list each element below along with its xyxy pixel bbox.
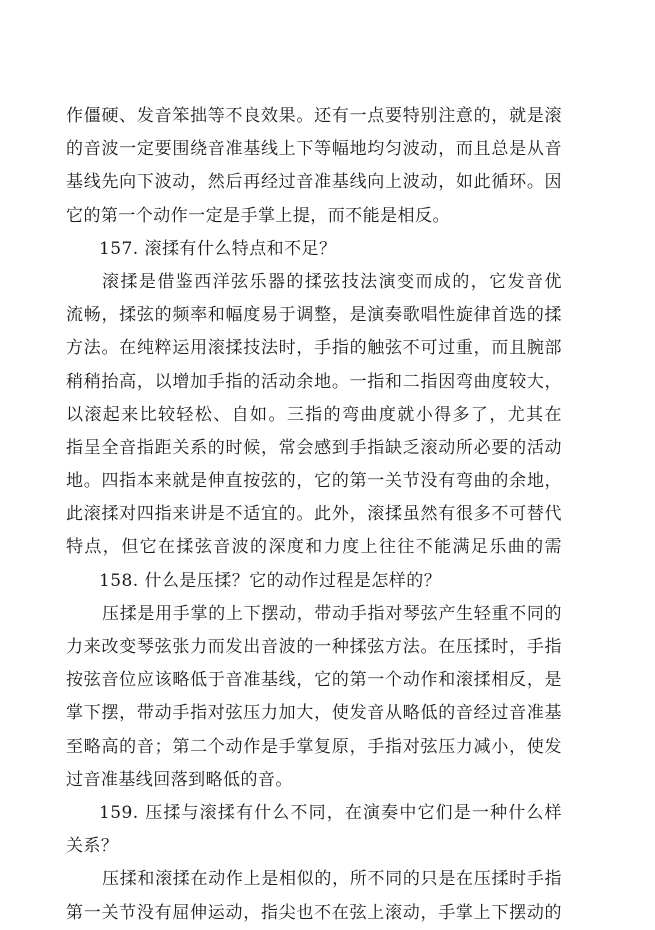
heading-text: 关系？ [66, 836, 119, 857]
text-line: 稍稍抬高，以增加手指的活动余地。一指和二指因弯曲度较大， [66, 371, 562, 392]
heading-text: 159. 压揉与滚揉有什么不同，在演奏中它们是一种什么样 [99, 802, 562, 823]
text-line: 此滚揉对四指来讲是不适宜的。此外，滚揉虽然有很多不可替代 [66, 504, 562, 525]
paragraph-continuation [66, 100, 562, 233]
text-line: 作僵硬、发音笨拙等不良效果。还有一点要特别注意的，就是滚 [66, 106, 562, 126]
text-line: 它的第一个动作一定是手掌上提，而不能是相反。 [66, 205, 450, 226]
text-line: 至略高的音；第二个动作是手掌复原，手指对弦压力减小，使发 [66, 736, 562, 757]
question-heading-158 [66, 565, 562, 598]
text-line: 力来改变琴弦张力而发出音波的一种揉弦方法。在压揉时，手指 [66, 637, 562, 657]
text-line: 过音准基线回落到略低的音。 [66, 769, 293, 790]
text-line: 滚揉是借鉴西洋弦乐器的揉弦技法演变而成的，它发音优 [102, 271, 562, 292]
text-line: 指呈全音指距关系的时候，常会感到手指缺乏滚动所必要的活动 [66, 437, 562, 458]
text-line: 基线先向下波动，然后再经过音准基线向上波动，如此循环。因 [66, 172, 562, 193]
heading-text: 157. 滚揉有什么特点和不足？ [99, 238, 337, 259]
text-line: 地。四指本来就是伸直按弦的，它的第一关节没有弯曲的余地， [66, 471, 562, 492]
question-heading-159 [66, 797, 562, 863]
text-line: 特点，但它在揉弦音波的深度和力度上往往不能满足乐曲的需 [66, 537, 562, 558]
text-line: 的音波一定要围绕音准基线上下等幅地均匀波动，而且总是从音 [66, 139, 562, 160]
text-line: 方法。在纯粹运用滚揉技法时，手指的触弦不可过重，而且腕部 [66, 338, 562, 359]
text-line: 压揉是用手掌的上下摆动，带动手指对琴弦产生轻重不同的 [102, 603, 562, 624]
heading-text: 158. 什么是压揉？它的动作过程是怎样的？ [99, 570, 442, 591]
answer-paragraph-157 [66, 266, 562, 565]
text-line: 压揉和滚揉在动作上是相似的，所不同的只是在压揉时手指 [102, 869, 562, 890]
document-page [66, 100, 562, 930]
question-heading-157 [66, 233, 562, 266]
answer-paragraph-159 [66, 863, 562, 929]
answer-paragraph-158 [66, 598, 562, 797]
text-line: 掌下摆，带动手指对弦压力加大，使发音从略低的音经过音准基 [66, 703, 562, 724]
text-line: 按弦音位应该略低于音准基线，它的第一个动作和滚揉相反，是 [66, 670, 562, 691]
text-line: 第一关节没有屈伸运动，指尖也不在弦上滚动，手掌上下摆动的 [66, 902, 562, 923]
text-line: 以滚起来比较轻松、自如。三指的弯曲度就小得多了，尤其在 [66, 404, 562, 425]
text-line: 流畅，揉弦的频率和幅度易于调整，是演奏歌唱性旋律首选的揉 [66, 305, 562, 326]
